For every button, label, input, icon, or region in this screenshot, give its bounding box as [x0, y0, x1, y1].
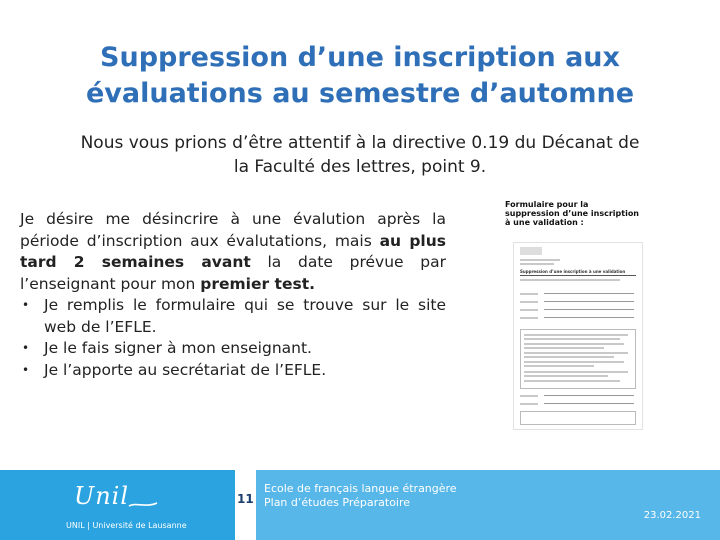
slide-title-line2: évaluations au semestre d’automne [85, 78, 635, 109]
slide-title [20, 40, 700, 112]
form-heading-line1: Formulaire pour la [505, 200, 589, 209]
bullet-item [20, 295, 446, 338]
form-doc-title: Suppression d’une inscription à une validation [520, 269, 626, 274]
bullet-text: Je remplis le formulaire qui se trouve sur le site web de l’EFLE. [44, 296, 446, 336]
body-bold1: au plus tard 2 semaines avant [20, 231, 446, 271]
bullet-dot: • [22, 298, 30, 312]
form-heading-line2: suppression d’une inscription [505, 209, 640, 218]
footer-line1: Ecole de français langue étrangère [264, 482, 457, 495]
bullet-dot: • [22, 362, 30, 377]
bullet-item [20, 338, 446, 360]
body-text [20, 209, 446, 381]
page-number: 11 [237, 492, 254, 506]
intro-line2: la Faculté des lettres, point 9. [233, 157, 487, 177]
intro-text [20, 131, 700, 179]
body-bold2: premier test. [200, 274, 315, 293]
bullet-dot: • [22, 341, 30, 355]
body-part2: la date prévue par l’enseignant pour mon [20, 253, 446, 293]
footer-line2: Plan d’études Préparatoire [264, 496, 411, 509]
body-part1: Je désire me désincrire à une évalution après la période d’inscription aux évalutations, mais [20, 210, 446, 250]
footer-lines [264, 482, 457, 510]
bullet-text: Je l’apporte au secrétariat de l’EFLE. [44, 360, 327, 379]
footer-date: 23.02.2021 [643, 510, 701, 521]
unil-logo: Unil [74, 482, 130, 510]
bullet-text: Je le fais signer à mon enseignant. [44, 339, 312, 357]
footer-logo-block [0, 470, 235, 540]
bullet-list [20, 295, 446, 381]
form-thumbnail-heading [505, 200, 645, 227]
form-document-image [513, 242, 643, 430]
bullet-item [20, 360, 446, 382]
intro-line1: Nous vous prions d’être attentif à la directive 0.19 du Décanat de [80, 133, 640, 153]
body-paragraph [20, 209, 446, 295]
footer-info-block [256, 470, 720, 540]
logo-caption: UNIL | Université de Lausanne [66, 521, 187, 530]
slide-title-line1: Suppression d’une inscription aux [100, 42, 620, 73]
form-logo-mark [520, 247, 542, 255]
form-heading-line3: à une validation : [505, 218, 584, 227]
form-thumbnail [505, 200, 645, 428]
logo-swoosh-icon [128, 500, 158, 510]
